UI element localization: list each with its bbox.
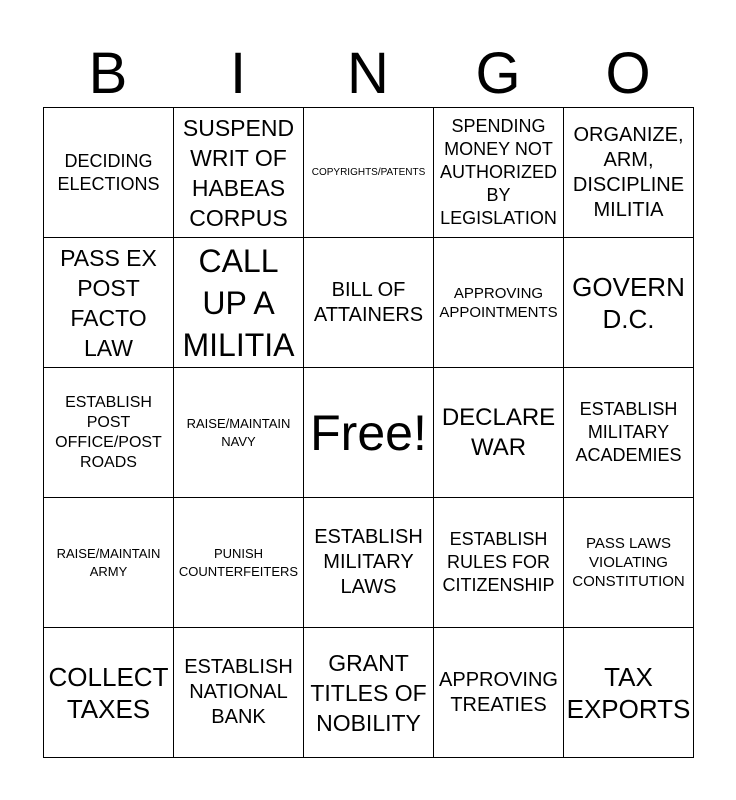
bingo-cell-r5c2[interactable] xyxy=(174,628,304,758)
cell-text: COPYRIGHTS/PATENTS xyxy=(311,166,426,178)
cell-text: PASS LAWS VIOLATING CONSTITUTION xyxy=(572,535,685,590)
header-letter-n: N xyxy=(347,41,389,106)
cell-text: ESTABLISH RULES FOR CITIZENSHIP xyxy=(442,529,555,595)
cell-text: GOVERN D.C. xyxy=(572,271,685,334)
bingo-cell-r2c4[interactable] xyxy=(434,238,564,368)
bingo-cell-r2c5[interactable] xyxy=(564,238,694,368)
bingo-cell-r3c4[interactable] xyxy=(434,368,564,498)
bingo-header xyxy=(43,40,693,108)
cell-text: SPENDING MONEY NOT AUTHORIZED BY LEGISLATION xyxy=(440,116,557,228)
cell-text: ESTABLISH MILITARY ACADEMIES xyxy=(575,399,682,465)
bingo-cell-r1c4[interactable] xyxy=(434,108,564,238)
bingo-cell-r4c2[interactable] xyxy=(174,498,304,628)
header-letter-o: O xyxy=(605,41,651,106)
cell-text: BILL OF ATTAINERS xyxy=(313,278,424,326)
cell-text: ESTABLISH NATIONAL BANK xyxy=(184,656,293,728)
cell-text: PUNISH COUNTERFEITERS xyxy=(178,545,299,579)
cell-text: ESTABLISH MILITARY LAWS xyxy=(314,526,423,598)
bingo-cell-r5c1[interactable] xyxy=(44,628,174,758)
cell-text: RAISE/MAINTAIN NAVY xyxy=(186,415,291,449)
cell-text: APPROVING APPOINTMENTS xyxy=(439,284,558,321)
header-letter-g: G xyxy=(475,41,521,106)
bingo-cell-r1c5[interactable] xyxy=(564,108,694,238)
cell-text: TAX EXPORTS xyxy=(566,661,691,724)
bingo-cell-r4c5[interactable] xyxy=(564,498,694,628)
cell-text: ORGANIZE, ARM, DISCIPLINE MILITIA xyxy=(572,123,685,221)
cell-text: COLLECT TAXES xyxy=(48,661,169,724)
cell-text: APPROVING TREATIES xyxy=(439,668,558,716)
bingo-cell-r5c5[interactable] xyxy=(564,628,694,758)
bingo-cell-r4c3[interactable] xyxy=(304,498,434,628)
bingo-cell-r4c1[interactable] xyxy=(44,498,174,628)
bingo-cell-r1c2[interactable] xyxy=(174,108,304,238)
cell-text: SUSPEND WRIT OF HABEAS CORPUS xyxy=(182,114,295,231)
bingo-cell-r5c4[interactable] xyxy=(434,628,564,758)
cell-text: DECIDING ELECTIONS xyxy=(57,150,160,194)
bingo-cell-r3c1[interactable] xyxy=(44,368,174,498)
bingo-cell-r3c2[interactable] xyxy=(174,368,304,498)
header-letter-i: I xyxy=(229,41,247,106)
bingo-cell-r4c4[interactable] xyxy=(434,498,564,628)
bingo-cell-r1c3[interactable] xyxy=(304,108,434,238)
bingo-cell-r1c1[interactable] xyxy=(44,108,174,238)
cell-text: GRANT TITLES OF NOBILITY xyxy=(310,649,427,736)
cell-text: DECLARE WAR xyxy=(441,403,556,461)
cell-text: PASS EX POST FACTO LAW xyxy=(60,244,157,361)
bingo-cell-r5c3[interactable] xyxy=(304,628,434,758)
bingo-board xyxy=(43,107,694,758)
free-space[interactable] xyxy=(304,368,434,498)
cell-text: RAISE/MAINTAIN ARMY xyxy=(56,545,161,579)
bingo-cell-r2c2[interactable] xyxy=(174,238,304,368)
bingo-cell-r3c5[interactable] xyxy=(564,368,694,498)
bingo-cell-r2c3[interactable] xyxy=(304,238,434,368)
free-space-text: Free! xyxy=(310,404,427,461)
bingo-cell-r2c1[interactable] xyxy=(44,238,174,368)
cell-text: CALL UP A MILITIA xyxy=(182,242,295,363)
cell-text: ESTABLISH POST OFFICE/POST ROADS xyxy=(55,393,162,471)
header-letter-b: B xyxy=(88,41,128,106)
